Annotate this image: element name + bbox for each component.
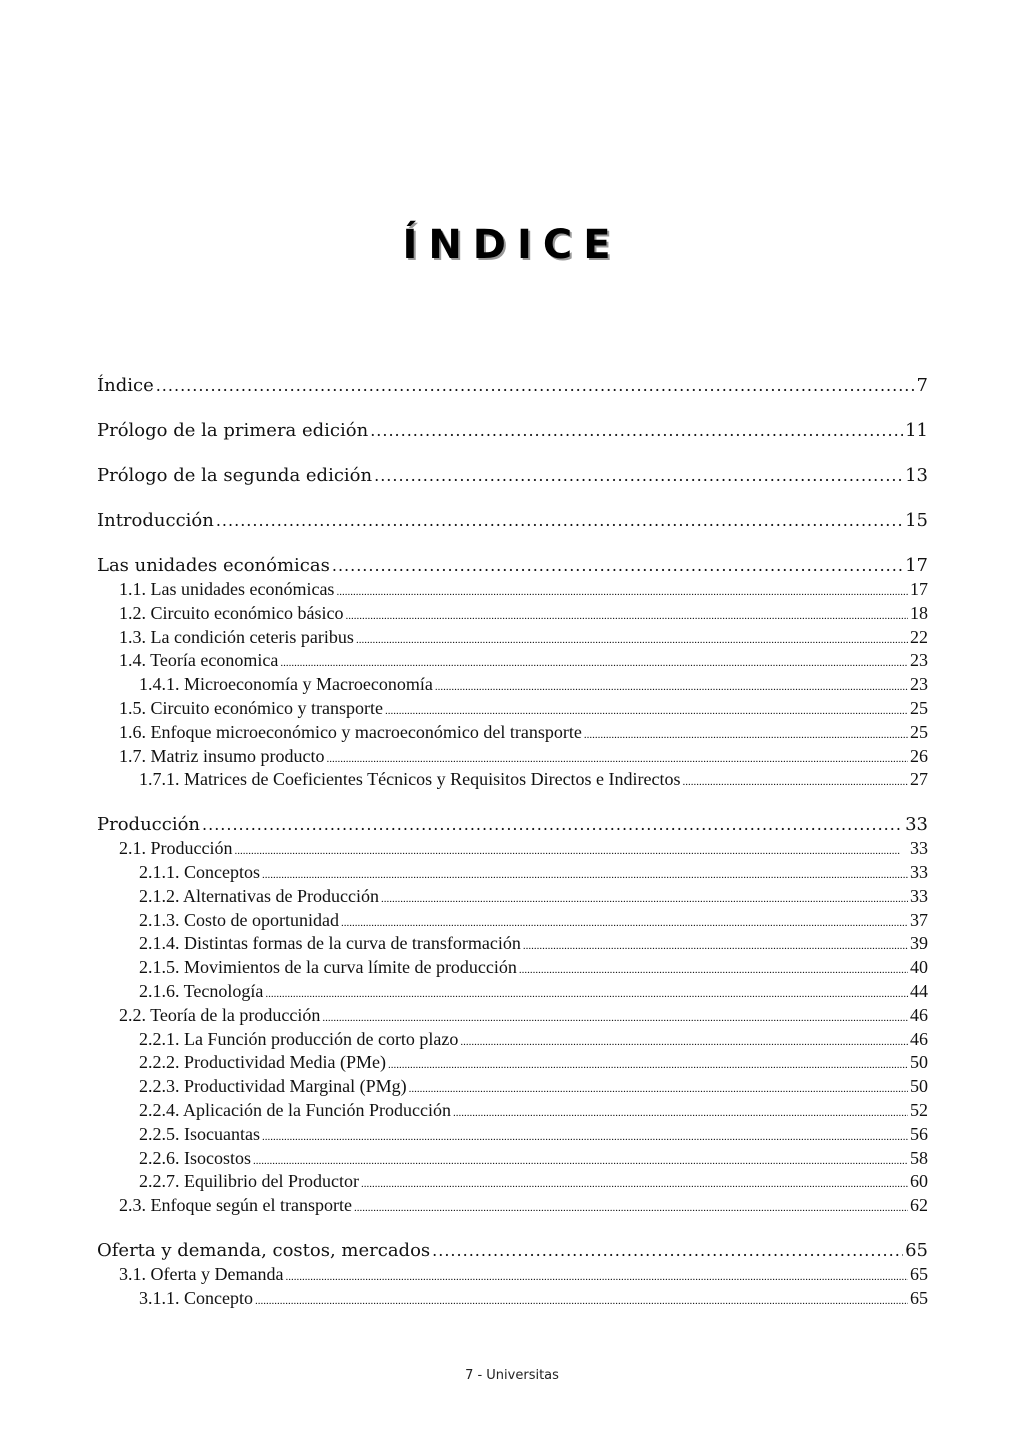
toc-entry-page-number: 52 bbox=[910, 1099, 928, 1123]
dot-leader bbox=[435, 673, 908, 700]
toc-entry-page-number: 11 bbox=[905, 420, 928, 441]
dot-leader bbox=[370, 419, 903, 443]
toc-section-entry bbox=[97, 1051, 928, 1075]
toc-entry-page-number: 46 bbox=[910, 1028, 928, 1052]
toc-entry-label: Producción bbox=[97, 814, 201, 836]
toc-entry-page-number: 22 bbox=[910, 626, 928, 650]
dot-leader bbox=[374, 464, 903, 488]
toc-chapter-entry bbox=[97, 464, 928, 488]
toc-entry-label: 2.1.5. Movimientos de la curva límite de producción bbox=[139, 956, 517, 980]
dot-leader bbox=[385, 697, 908, 724]
toc-section-entry bbox=[97, 673, 928, 697]
toc-entry-page-number: 33 bbox=[905, 814, 928, 836]
dot-leader bbox=[332, 554, 903, 578]
dot-leader bbox=[202, 813, 903, 837]
toc-section-entry bbox=[97, 932, 928, 956]
dot-leader bbox=[341, 909, 908, 936]
toc-chapter-entry bbox=[97, 509, 928, 533]
toc-entry-page-number: 15 bbox=[905, 510, 928, 531]
toc-chapter-entry bbox=[97, 554, 928, 578]
toc-entry-label: Las unidades económicas bbox=[97, 555, 330, 576]
toc-entry-page-number: 62 bbox=[910, 1194, 928, 1218]
dot-leader bbox=[265, 980, 908, 1007]
toc-section-entry bbox=[97, 1004, 928, 1028]
toc-entry-label: 2.1.4. Distintas formas de la curva de transformación bbox=[139, 932, 521, 956]
toc-entry-label: 1.7.1. Matrices de Coeficientes Técnicos y Requisitos Directos e Indirectos bbox=[139, 768, 681, 792]
toc-entry-label: Prólogo de la primera edición bbox=[97, 420, 369, 441]
toc-section-entry bbox=[97, 1123, 928, 1147]
dot-leader bbox=[262, 1123, 908, 1150]
page-footer: 7 - Universitas bbox=[465, 1368, 559, 1383]
toc-entry-page-number: 44 bbox=[910, 980, 928, 1004]
toc-entry-page-number: 65 bbox=[905, 1239, 928, 1261]
toc-section-entry bbox=[97, 1194, 928, 1218]
table-of-contents bbox=[97, 374, 928, 1311]
dot-leader bbox=[285, 1263, 908, 1290]
toc-entry-label: 2.1.3. Costo de oportunidad bbox=[139, 909, 339, 933]
dot-leader bbox=[361, 1170, 908, 1197]
toc-entry-label: 1.5. Circuito económico y transporte bbox=[119, 697, 383, 721]
toc-section-entry bbox=[97, 697, 928, 721]
page-title: ÍNDICE bbox=[402, 222, 622, 268]
dot-leader bbox=[354, 1194, 908, 1221]
toc-entry-page-number: 23 bbox=[910, 673, 928, 697]
toc-entry-page-number: 26 bbox=[910, 745, 928, 769]
toc-entry-page-number: 17 bbox=[910, 578, 928, 602]
dot-leader bbox=[409, 1075, 908, 1102]
toc-entry-label: 2.2.6. Isocostos bbox=[139, 1147, 251, 1171]
toc-section-entry bbox=[97, 909, 928, 933]
toc-entry-page-number: 58 bbox=[910, 1147, 928, 1171]
toc-entry-label: Prólogo de la segunda edición bbox=[97, 465, 373, 486]
dot-leader bbox=[523, 932, 908, 959]
toc-entry-page-number: 23 bbox=[910, 649, 928, 673]
toc-section-entry bbox=[97, 578, 928, 602]
dot-leader bbox=[345, 602, 908, 629]
toc-entry-page-number: 40 bbox=[910, 956, 928, 980]
toc-section-entry bbox=[97, 1287, 928, 1311]
toc-section-entry bbox=[97, 1028, 928, 1052]
toc-chapter-entry bbox=[97, 1239, 928, 1263]
toc-entry-label: 1.7. Matriz insumo producto bbox=[119, 745, 324, 769]
toc-entry-label: 2.1. Producción bbox=[119, 837, 232, 861]
toc-chapter-entry bbox=[97, 374, 928, 398]
toc-entry-label: 2.2.1. La Función producción de corto plazo bbox=[139, 1028, 458, 1052]
dot-leader bbox=[381, 885, 908, 912]
dot-leader bbox=[683, 768, 908, 795]
toc-section-entry bbox=[97, 1099, 928, 1123]
toc-entry-page-number: 46 bbox=[910, 1004, 928, 1028]
toc-entry-label: 2.2.7. Equilibrio del Productor bbox=[139, 1170, 359, 1194]
toc-entry-page-number: 65 bbox=[910, 1287, 928, 1311]
dot-leader bbox=[356, 626, 908, 653]
toc-entry-page-number: 50 bbox=[910, 1075, 928, 1099]
dot-leader bbox=[326, 745, 908, 772]
toc-entry-label: Oferta y demanda, costos, mercados bbox=[97, 1239, 431, 1261]
toc-entry-page-number: 33 bbox=[910, 885, 928, 909]
toc-section-entry bbox=[97, 745, 928, 769]
toc-entry-page-number: 18 bbox=[910, 602, 928, 626]
dot-leader bbox=[388, 1051, 908, 1078]
toc-entry-label: 1.6. Enfoque microeconómico y macroeconómico del transporte bbox=[119, 721, 582, 745]
dot-leader bbox=[280, 649, 908, 676]
toc-section-entry bbox=[97, 768, 928, 792]
toc-entry-page-number: 17 bbox=[905, 555, 928, 576]
toc-entry-label: 1.4.1. Microeconomía y Macroeconomía bbox=[139, 673, 433, 697]
toc-entry-label: Introducción bbox=[97, 510, 214, 531]
toc-entry-label: 3.1.1. Concepto bbox=[139, 1287, 253, 1311]
toc-entry-page-number: 33 bbox=[910, 837, 928, 861]
toc-entry-label: 3.1. Oferta y Demanda bbox=[119, 1263, 283, 1287]
toc-entry-label: 2.1.6. Tecnología bbox=[139, 980, 263, 1004]
toc-section-entry bbox=[97, 885, 928, 909]
toc-section-entry bbox=[97, 1075, 928, 1099]
toc-section-entry bbox=[97, 602, 928, 626]
toc-entry-label: 2.2.5. Isocuantas bbox=[139, 1123, 260, 1147]
toc-chapter-entry bbox=[97, 813, 928, 837]
toc-chapter-entry bbox=[97, 419, 928, 443]
toc-entry-page-number: 65 bbox=[910, 1263, 928, 1287]
dot-leader bbox=[519, 956, 908, 983]
toc-entry-page-number: 56 bbox=[910, 1123, 928, 1147]
toc-entry-page-number: 39 bbox=[910, 932, 928, 956]
toc-section-entry bbox=[97, 980, 928, 1004]
toc-entry-page-number: 50 bbox=[910, 1051, 928, 1075]
toc-entry-page-number: 13 bbox=[905, 465, 928, 486]
toc-entry-page-number: 37 bbox=[910, 909, 928, 933]
dot-leader bbox=[584, 721, 908, 748]
toc-entry-label: 2.1.1. Conceptos bbox=[139, 861, 260, 885]
dot-leader bbox=[336, 578, 908, 605]
toc-section-entry bbox=[97, 649, 928, 673]
dot-leader bbox=[156, 374, 915, 398]
dot-leader bbox=[253, 1147, 908, 1174]
toc-entry-page-number: 7 bbox=[916, 375, 928, 396]
toc-entry-page-number: 25 bbox=[910, 721, 928, 745]
toc-entry-label: 1.1. Las unidades económicas bbox=[119, 578, 334, 602]
dot-leader bbox=[460, 1028, 908, 1055]
toc-entry-page-number: 25 bbox=[910, 697, 928, 721]
toc-section-entry bbox=[97, 1147, 928, 1171]
toc-section-entry bbox=[97, 956, 928, 980]
toc-entry-label: 2.2. Teoría de la producción bbox=[119, 1004, 320, 1028]
toc-section-entry bbox=[97, 626, 928, 650]
toc-entry-label: 1.3. La condición ceteris paribus bbox=[119, 626, 354, 650]
toc-section-entry bbox=[97, 837, 928, 861]
toc-entry-label: 2.2.4. Aplicación de la Función Producción bbox=[139, 1099, 451, 1123]
dot-leader bbox=[234, 837, 908, 864]
toc-entry-page-number: 27 bbox=[910, 768, 928, 792]
toc-section-entry bbox=[97, 1263, 928, 1287]
toc-entry-label: 1.2. Circuito económico básico bbox=[119, 602, 343, 626]
dot-leader bbox=[255, 1287, 908, 1314]
toc-section-entry bbox=[97, 1170, 928, 1194]
dot-leader bbox=[432, 1239, 903, 1263]
toc-entry-label: 2.3. Enfoque según el transporte bbox=[119, 1194, 352, 1218]
toc-entry-label: Índice bbox=[97, 375, 154, 396]
dot-leader bbox=[216, 509, 903, 533]
dot-leader bbox=[453, 1099, 908, 1126]
toc-entry-label: 2.1.2. Alternativas de Producción bbox=[139, 885, 379, 909]
toc-entry-page-number: 60 bbox=[910, 1170, 928, 1194]
dot-leader bbox=[322, 1004, 908, 1031]
toc-entry-label: 2.2.2. Productividad Media (PMe) bbox=[139, 1051, 386, 1075]
dot-leader bbox=[262, 861, 908, 888]
toc-section-entry bbox=[97, 861, 928, 885]
toc-entry-label: 1.4. Teoría economica bbox=[119, 649, 278, 673]
toc-entry-label: 2.2.3. Productividad Marginal (PMg) bbox=[139, 1075, 407, 1099]
toc-section-entry bbox=[97, 721, 928, 745]
toc-entry-page-number: 33 bbox=[910, 861, 928, 885]
